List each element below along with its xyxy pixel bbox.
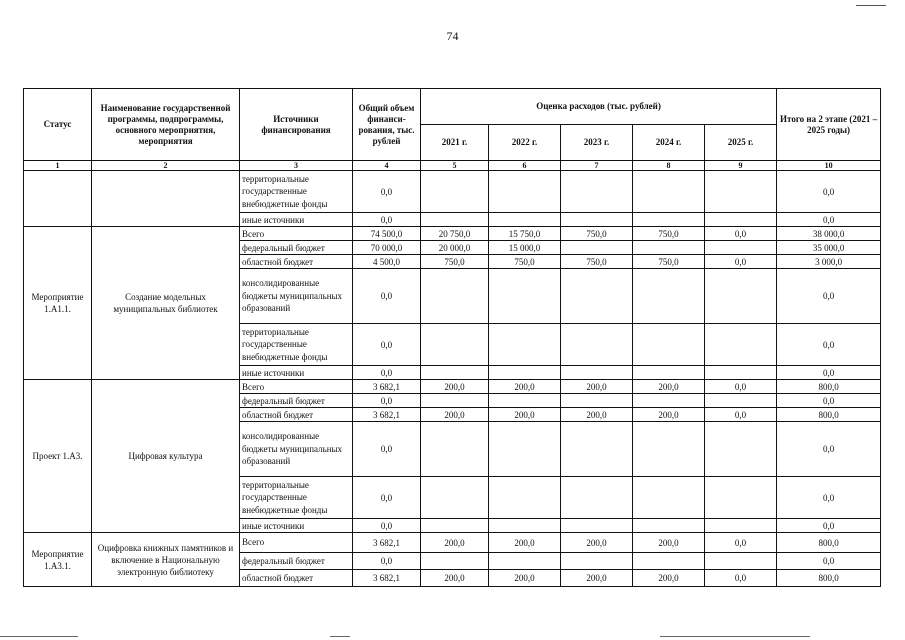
- status-cell: [24, 171, 92, 227]
- source-cell: областной бюджет: [240, 408, 353, 422]
- value-2023-cell: [561, 477, 633, 519]
- value-2022-cell: 15 000,0: [489, 241, 561, 255]
- value-2021-cell: 750,0: [421, 255, 489, 269]
- total-volume-cell: 3 682,1: [353, 380, 421, 394]
- value-2023-cell: 200,0: [561, 533, 633, 553]
- total-volume-cell: 0,0: [353, 213, 421, 227]
- table-row: [24, 533, 881, 553]
- column-number: 6: [489, 161, 561, 171]
- header-year: 2025 г.: [705, 125, 777, 161]
- source-cell: областной бюджет: [240, 255, 353, 269]
- status-cell: Мероприятие 1.А3.1.: [24, 533, 92, 587]
- value-2024-cell: [633, 213, 705, 227]
- header-name: Наименование государственной программы, подпрограммы, основного мероприятия, мероприятия: [92, 89, 240, 161]
- column-number: 4: [353, 161, 421, 171]
- value-2023-cell: [561, 171, 633, 213]
- source-cell: федеральный бюджет: [240, 553, 353, 570]
- value-2021-cell: [421, 171, 489, 213]
- total-volume-cell: 0,0: [353, 171, 421, 213]
- itogo-cell: 0,0: [777, 366, 881, 380]
- value-2021-cell: [421, 477, 489, 519]
- value-2025-cell: 0,0: [705, 570, 777, 587]
- value-2022-cell: [489, 171, 561, 213]
- itogo-cell: 0,0: [777, 269, 881, 324]
- source-cell: Всего: [240, 533, 353, 553]
- itogo-cell: 0,0: [777, 324, 881, 366]
- total-volume-cell: 4 500,0: [353, 255, 421, 269]
- header-year: 2022 г.: [489, 125, 561, 161]
- header-year: 2021 г.: [421, 125, 489, 161]
- source-cell: федеральный бюджет: [240, 394, 353, 408]
- value-2024-cell: 200,0: [633, 533, 705, 553]
- table-row: [24, 171, 881, 213]
- itogo-cell: 800,0: [777, 380, 881, 394]
- value-2025-cell: 0,0: [705, 380, 777, 394]
- value-2024-cell: 200,0: [633, 408, 705, 422]
- total-volume-cell: 0,0: [353, 519, 421, 533]
- value-2022-cell: 200,0: [489, 533, 561, 553]
- value-2023-cell: [561, 394, 633, 408]
- value-2024-cell: 750,0: [633, 255, 705, 269]
- value-2022-cell: 750,0: [489, 255, 561, 269]
- itogo-cell: 0,0: [777, 171, 881, 213]
- value-2023-cell: [561, 241, 633, 255]
- top-edge-line: [856, 5, 886, 6]
- column-number: 2: [92, 161, 240, 171]
- value-2021-cell: [421, 519, 489, 533]
- value-2021-cell: 200,0: [421, 408, 489, 422]
- source-cell: Всего: [240, 380, 353, 394]
- itogo-cell: 800,0: [777, 570, 881, 587]
- value-2022-cell: [489, 269, 561, 324]
- value-2021-cell: [421, 422, 489, 477]
- value-2025-cell: [705, 241, 777, 255]
- itogo-cell: 0,0: [777, 477, 881, 519]
- total-volume-cell: 0,0: [353, 553, 421, 570]
- header-estimate: Оценка расходов (тыс. рублей): [421, 89, 777, 125]
- value-2025-cell: [705, 324, 777, 366]
- bottom-edge-line: [660, 636, 810, 637]
- itogo-cell: 800,0: [777, 533, 881, 553]
- value-2025-cell: [705, 519, 777, 533]
- header-status: Статус: [24, 89, 92, 161]
- itogo-cell: 3 000,0: [777, 255, 881, 269]
- value-2021-cell: [421, 269, 489, 324]
- value-2023-cell: [561, 269, 633, 324]
- status-cell: Мероприятие 1.А1.1.: [24, 227, 92, 380]
- value-2023-cell: 750,0: [561, 255, 633, 269]
- value-2021-cell: 200,0: [421, 570, 489, 587]
- column-number: 1: [24, 161, 92, 171]
- value-2024-cell: 200,0: [633, 570, 705, 587]
- header-sources: Источники финансирования: [240, 89, 353, 161]
- value-2024-cell: 750,0: [633, 227, 705, 241]
- total-volume-cell: 0,0: [353, 269, 421, 324]
- name-cell: Оцифровка книжных памятников и включение в Национальную электронную библиотеку: [92, 533, 240, 587]
- itogo-cell: 38 000,0: [777, 227, 881, 241]
- value-2025-cell: [705, 366, 777, 380]
- value-2025-cell: 0,0: [705, 408, 777, 422]
- value-2024-cell: [633, 171, 705, 213]
- source-cell: Всего: [240, 227, 353, 241]
- itogo-cell: 0,0: [777, 394, 881, 408]
- value-2023-cell: [561, 519, 633, 533]
- value-2023-cell: 200,0: [561, 570, 633, 587]
- column-number: 7: [561, 161, 633, 171]
- value-2025-cell: 0,0: [705, 533, 777, 553]
- value-2021-cell: 20 000,0: [421, 241, 489, 255]
- value-2024-cell: [633, 394, 705, 408]
- value-2024-cell: [633, 519, 705, 533]
- source-cell: территориальные государственные внебюджетные фонды: [240, 171, 353, 213]
- itogo-cell: 0,0: [777, 213, 881, 227]
- bottom-edge-line: [330, 636, 350, 637]
- value-2023-cell: 750,0: [561, 227, 633, 241]
- value-2022-cell: [489, 553, 561, 570]
- itogo-cell: 0,0: [777, 553, 881, 570]
- column-number: 5: [421, 161, 489, 171]
- source-cell: иные источники: [240, 519, 353, 533]
- total-volume-cell: 0,0: [353, 422, 421, 477]
- source-cell: территориальные государственные внебюджетные фонды: [240, 477, 353, 519]
- value-2022-cell: [489, 519, 561, 533]
- value-2023-cell: 200,0: [561, 408, 633, 422]
- value-2025-cell: 0,0: [705, 227, 777, 241]
- value-2024-cell: [633, 477, 705, 519]
- total-volume-cell: 3 682,1: [353, 533, 421, 553]
- source-cell: иные источники: [240, 366, 353, 380]
- source-cell: консолидированные бюджеты муниципальных образований: [240, 422, 353, 477]
- value-2024-cell: [633, 241, 705, 255]
- status-cell: Проект 1.А3.: [24, 380, 92, 533]
- header-total-volume: Общий объем финанси-рования, тыс. рублей: [353, 89, 421, 161]
- table-row: [24, 227, 881, 241]
- total-volume-cell: 0,0: [353, 324, 421, 366]
- source-cell: областной бюджет: [240, 570, 353, 587]
- source-cell: территориальные государственные внебюджетные фонды: [240, 324, 353, 366]
- bottom-edge-line: [0, 636, 78, 637]
- value-2022-cell: 200,0: [489, 570, 561, 587]
- total-volume-cell: 0,0: [353, 477, 421, 519]
- value-2021-cell: [421, 213, 489, 227]
- budget-table: [23, 88, 881, 587]
- value-2021-cell: 200,0: [421, 380, 489, 394]
- value-2022-cell: [489, 213, 561, 227]
- header-year: 2023 г.: [561, 125, 633, 161]
- value-2024-cell: [633, 366, 705, 380]
- value-2022-cell: [489, 366, 561, 380]
- value-2025-cell: [705, 171, 777, 213]
- value-2022-cell: [489, 394, 561, 408]
- value-2024-cell: [633, 553, 705, 570]
- value-2023-cell: [561, 553, 633, 570]
- header-year: 2024 г.: [633, 125, 705, 161]
- value-2023-cell: [561, 366, 633, 380]
- name-cell: [92, 171, 240, 227]
- itogo-cell: 800,0: [777, 408, 881, 422]
- value-2024-cell: [633, 422, 705, 477]
- column-number: 3: [240, 161, 353, 171]
- column-number: 10: [777, 161, 881, 171]
- column-number: 8: [633, 161, 705, 171]
- value-2023-cell: [561, 324, 633, 366]
- source-cell: иные источники: [240, 213, 353, 227]
- value-2025-cell: [705, 269, 777, 324]
- value-2022-cell: 15 750,0: [489, 227, 561, 241]
- value-2025-cell: [705, 422, 777, 477]
- value-2022-cell: [489, 324, 561, 366]
- value-2022-cell: 200,0: [489, 380, 561, 394]
- value-2021-cell: 200,0: [421, 533, 489, 553]
- value-2024-cell: [633, 324, 705, 366]
- value-2025-cell: [705, 394, 777, 408]
- value-2025-cell: 0,0: [705, 255, 777, 269]
- total-volume-cell: 3 682,1: [353, 570, 421, 587]
- table-row: [24, 380, 881, 394]
- total-volume-cell: 3 682,1: [353, 408, 421, 422]
- total-volume-cell: 0,0: [353, 394, 421, 408]
- total-volume-cell: 0,0: [353, 366, 421, 380]
- value-2021-cell: [421, 366, 489, 380]
- name-cell: Создание модельных муниципальных библиотек: [92, 227, 240, 380]
- value-2021-cell: 20 750,0: [421, 227, 489, 241]
- value-2022-cell: [489, 477, 561, 519]
- value-2024-cell: 200,0: [633, 380, 705, 394]
- itogo-cell: 0,0: [777, 422, 881, 477]
- header-itogo: Итого на 2 этапе (2021 – 2025 годы): [777, 89, 881, 161]
- value-2022-cell: 200,0: [489, 408, 561, 422]
- column-number: 9: [705, 161, 777, 171]
- value-2023-cell: [561, 422, 633, 477]
- source-cell: консолидированные бюджеты муниципальных образований: [240, 269, 353, 324]
- page-number: 74: [446, 29, 459, 43]
- itogo-cell: 0,0: [777, 519, 881, 533]
- value-2022-cell: [489, 422, 561, 477]
- total-volume-cell: 74 500,0: [353, 227, 421, 241]
- value-2024-cell: [633, 269, 705, 324]
- value-2023-cell: 200,0: [561, 380, 633, 394]
- value-2021-cell: [421, 553, 489, 570]
- value-2021-cell: [421, 324, 489, 366]
- itogo-cell: 35 000,0: [777, 241, 881, 255]
- source-cell: федеральный бюджет: [240, 241, 353, 255]
- value-2025-cell: [705, 553, 777, 570]
- value-2025-cell: [705, 477, 777, 519]
- value-2021-cell: [421, 394, 489, 408]
- column-number-row: [24, 161, 881, 171]
- value-2025-cell: [705, 213, 777, 227]
- name-cell: Цифровая культура: [92, 380, 240, 533]
- total-volume-cell: 70 000,0: [353, 241, 421, 255]
- value-2023-cell: [561, 213, 633, 227]
